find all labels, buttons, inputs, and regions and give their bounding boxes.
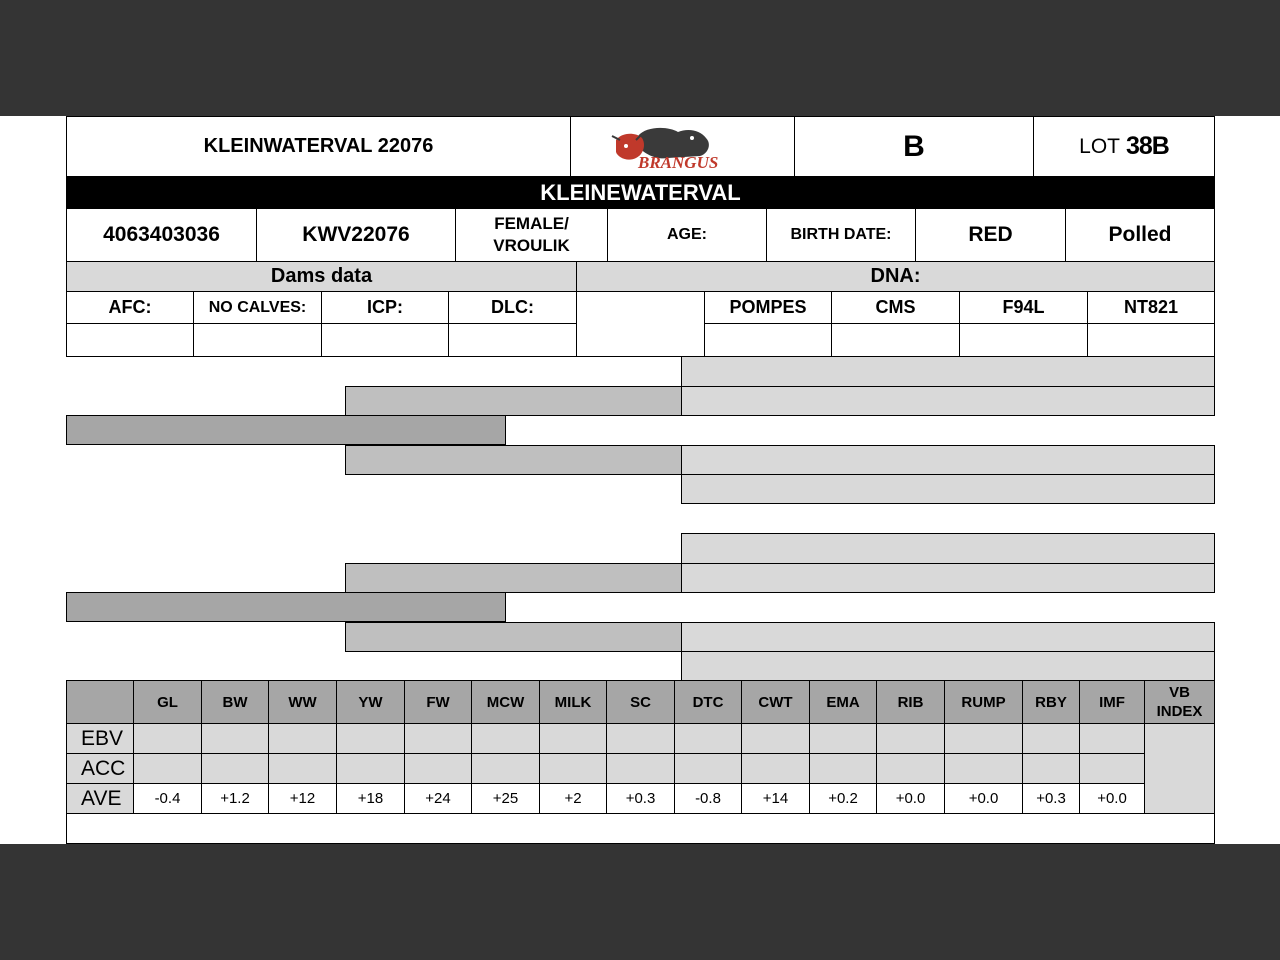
ave-value: +2 <box>539 783 607 814</box>
ebv-col-header: MCW <box>471 680 540 724</box>
ebv-value <box>876 753 945 784</box>
dams-no-calves-value <box>193 323 322 357</box>
dna-header: DNA: <box>576 261 1215 292</box>
ebv-value <box>539 753 607 784</box>
dams-afc-value <box>66 323 194 357</box>
ebv-value <box>539 723 607 754</box>
pedigree-sss <box>681 356 1215 387</box>
ebv-value <box>1079 723 1145 754</box>
ebv-value <box>201 753 269 784</box>
ebv-row-label: EBV <box>66 723 134 754</box>
animal-color: RED <box>915 208 1066 262</box>
ave-value: -0.8 <box>674 783 742 814</box>
ebv-col-header: YW <box>336 680 405 724</box>
pedigree-dsd <box>681 563 1215 593</box>
dams-data-header: Dams data <box>66 261 577 292</box>
ebv-value <box>336 723 405 754</box>
ebv-value <box>268 723 337 754</box>
ebv-value <box>1022 723 1080 754</box>
ebv-value <box>201 723 269 754</box>
ebv-value <box>606 753 675 784</box>
ebv-row-label: ACC <box>66 753 134 784</box>
dams-icp-value <box>321 323 449 357</box>
lot-number: 38B <box>1125 132 1169 160</box>
ebv-value <box>809 753 877 784</box>
dna-nt821-value <box>1087 323 1215 357</box>
ave-value: +0.3 <box>1022 783 1080 814</box>
horn-status: Polled <box>1065 208 1215 262</box>
dna-blank <box>576 291 705 357</box>
ave-value: +25 <box>471 783 540 814</box>
ave-value: +0.2 <box>809 783 877 814</box>
brangus-logo <box>570 116 795 177</box>
pedigree-sds <box>681 445 1215 475</box>
ebv-col-header: MILK <box>539 680 607 724</box>
dams-col-dlc: DLC: <box>448 291 577 324</box>
lot-label: LOT <box>1079 134 1120 158</box>
ebv-col-header: FW <box>404 680 472 724</box>
ave-value: +24 <box>404 783 472 814</box>
age-label: AGE: <box>607 208 767 262</box>
ebv-col-header: DTC <box>674 680 742 724</box>
ebv-row-label: AVE <box>66 783 134 814</box>
breeder-banner: KLEINEWATERVAL <box>66 176 1215 209</box>
ave-value: -0.4 <box>133 783 202 814</box>
pedigree-sd <box>345 445 682 475</box>
lot-card <box>0 116 1280 844</box>
ebv-col-header: RIB <box>876 680 945 724</box>
lot-title: KLEINWATERVAL 22076 <box>66 116 571 177</box>
sex: FEMALE/ VROULIK <box>455 208 608 262</box>
ebv-col-header: WW <box>268 680 337 724</box>
dams-col-no-calves: NO CALVES: <box>193 291 322 324</box>
birth-date-label: BIRTH DATE: <box>766 208 916 262</box>
pedigree-sdd <box>681 474 1215 504</box>
footer-row <box>66 813 1215 844</box>
dna-col-cms: CMS <box>831 291 960 324</box>
animal-id: KWV22076 <box>256 208 456 262</box>
pedigree-dss <box>681 533 1215 564</box>
dna-col-nt821: NT821 <box>1087 291 1215 324</box>
ebv-value <box>741 753 810 784</box>
pedigree-ssd <box>681 386 1215 416</box>
ebv-value <box>944 723 1023 754</box>
logo-text: BRANGUS <box>637 152 718 170</box>
ebv-value <box>471 723 540 754</box>
ebv-value <box>944 753 1023 784</box>
ave-value: +18 <box>336 783 405 814</box>
ebv-value <box>876 723 945 754</box>
ebv-col-header: RUMP <box>944 680 1023 724</box>
ave-value: +1.2 <box>201 783 269 814</box>
dna-cms-value <box>831 323 960 357</box>
ebv-corner-cell <box>66 680 134 724</box>
lot-number-box <box>1033 116 1215 177</box>
ave-value: +14 <box>741 783 810 814</box>
vb-index-value <box>1144 723 1215 814</box>
vb-index-header: VB INDEX <box>1144 680 1215 724</box>
ebv-value <box>741 723 810 754</box>
pedigree-dds <box>681 622 1215 652</box>
ebv-value <box>404 753 472 784</box>
dams-col-afc: AFC: <box>66 291 194 324</box>
pedigree-dam <box>66 592 506 622</box>
pedigree-ds <box>345 563 682 593</box>
ebv-value <box>133 723 202 754</box>
ebv-value <box>606 723 675 754</box>
ave-value: +0.0 <box>876 783 945 814</box>
dams-col-icp: ICP: <box>321 291 449 324</box>
ebv-col-header: CWT <box>741 680 810 724</box>
ebv-value <box>268 753 337 784</box>
ebv-value <box>1022 753 1080 784</box>
pedigree-ddd <box>681 651 1215 681</box>
dna-pompes-value <box>704 323 832 357</box>
ave-value: +0.0 <box>1079 783 1145 814</box>
ebv-value <box>336 753 405 784</box>
pedigree-ss <box>345 386 682 416</box>
ebv-col-header: IMF <box>1079 680 1145 724</box>
ebv-value <box>674 753 742 784</box>
pedigree-sire <box>66 415 506 445</box>
bull-logo-icon <box>608 124 758 170</box>
ave-value: +0.0 <box>944 783 1023 814</box>
ebv-col-header: BW <box>201 680 269 724</box>
dna-col-f94l: F94L <box>959 291 1088 324</box>
ebv-col-header: RBY <box>1022 680 1080 724</box>
ebv-value <box>404 723 472 754</box>
pedigree-dd <box>345 622 682 652</box>
ebv-value <box>133 753 202 784</box>
dams-dlc-value <box>448 323 577 357</box>
ave-value: +12 <box>268 783 337 814</box>
dna-col-pompes: POMPES <box>704 291 832 324</box>
ebv-col-header: EMA <box>809 680 877 724</box>
ebv-value <box>471 753 540 784</box>
ebv-value <box>809 723 877 754</box>
registration-number: 4063403036 <box>66 208 257 262</box>
ebv-col-header: SC <box>606 680 675 724</box>
ebv-value <box>674 723 742 754</box>
dna-f94l-value <box>959 323 1088 357</box>
grade-badge: B <box>794 116 1034 177</box>
ebv-value <box>1079 753 1145 784</box>
ebv-col-header: GL <box>133 680 202 724</box>
ave-value: +0.3 <box>606 783 675 814</box>
